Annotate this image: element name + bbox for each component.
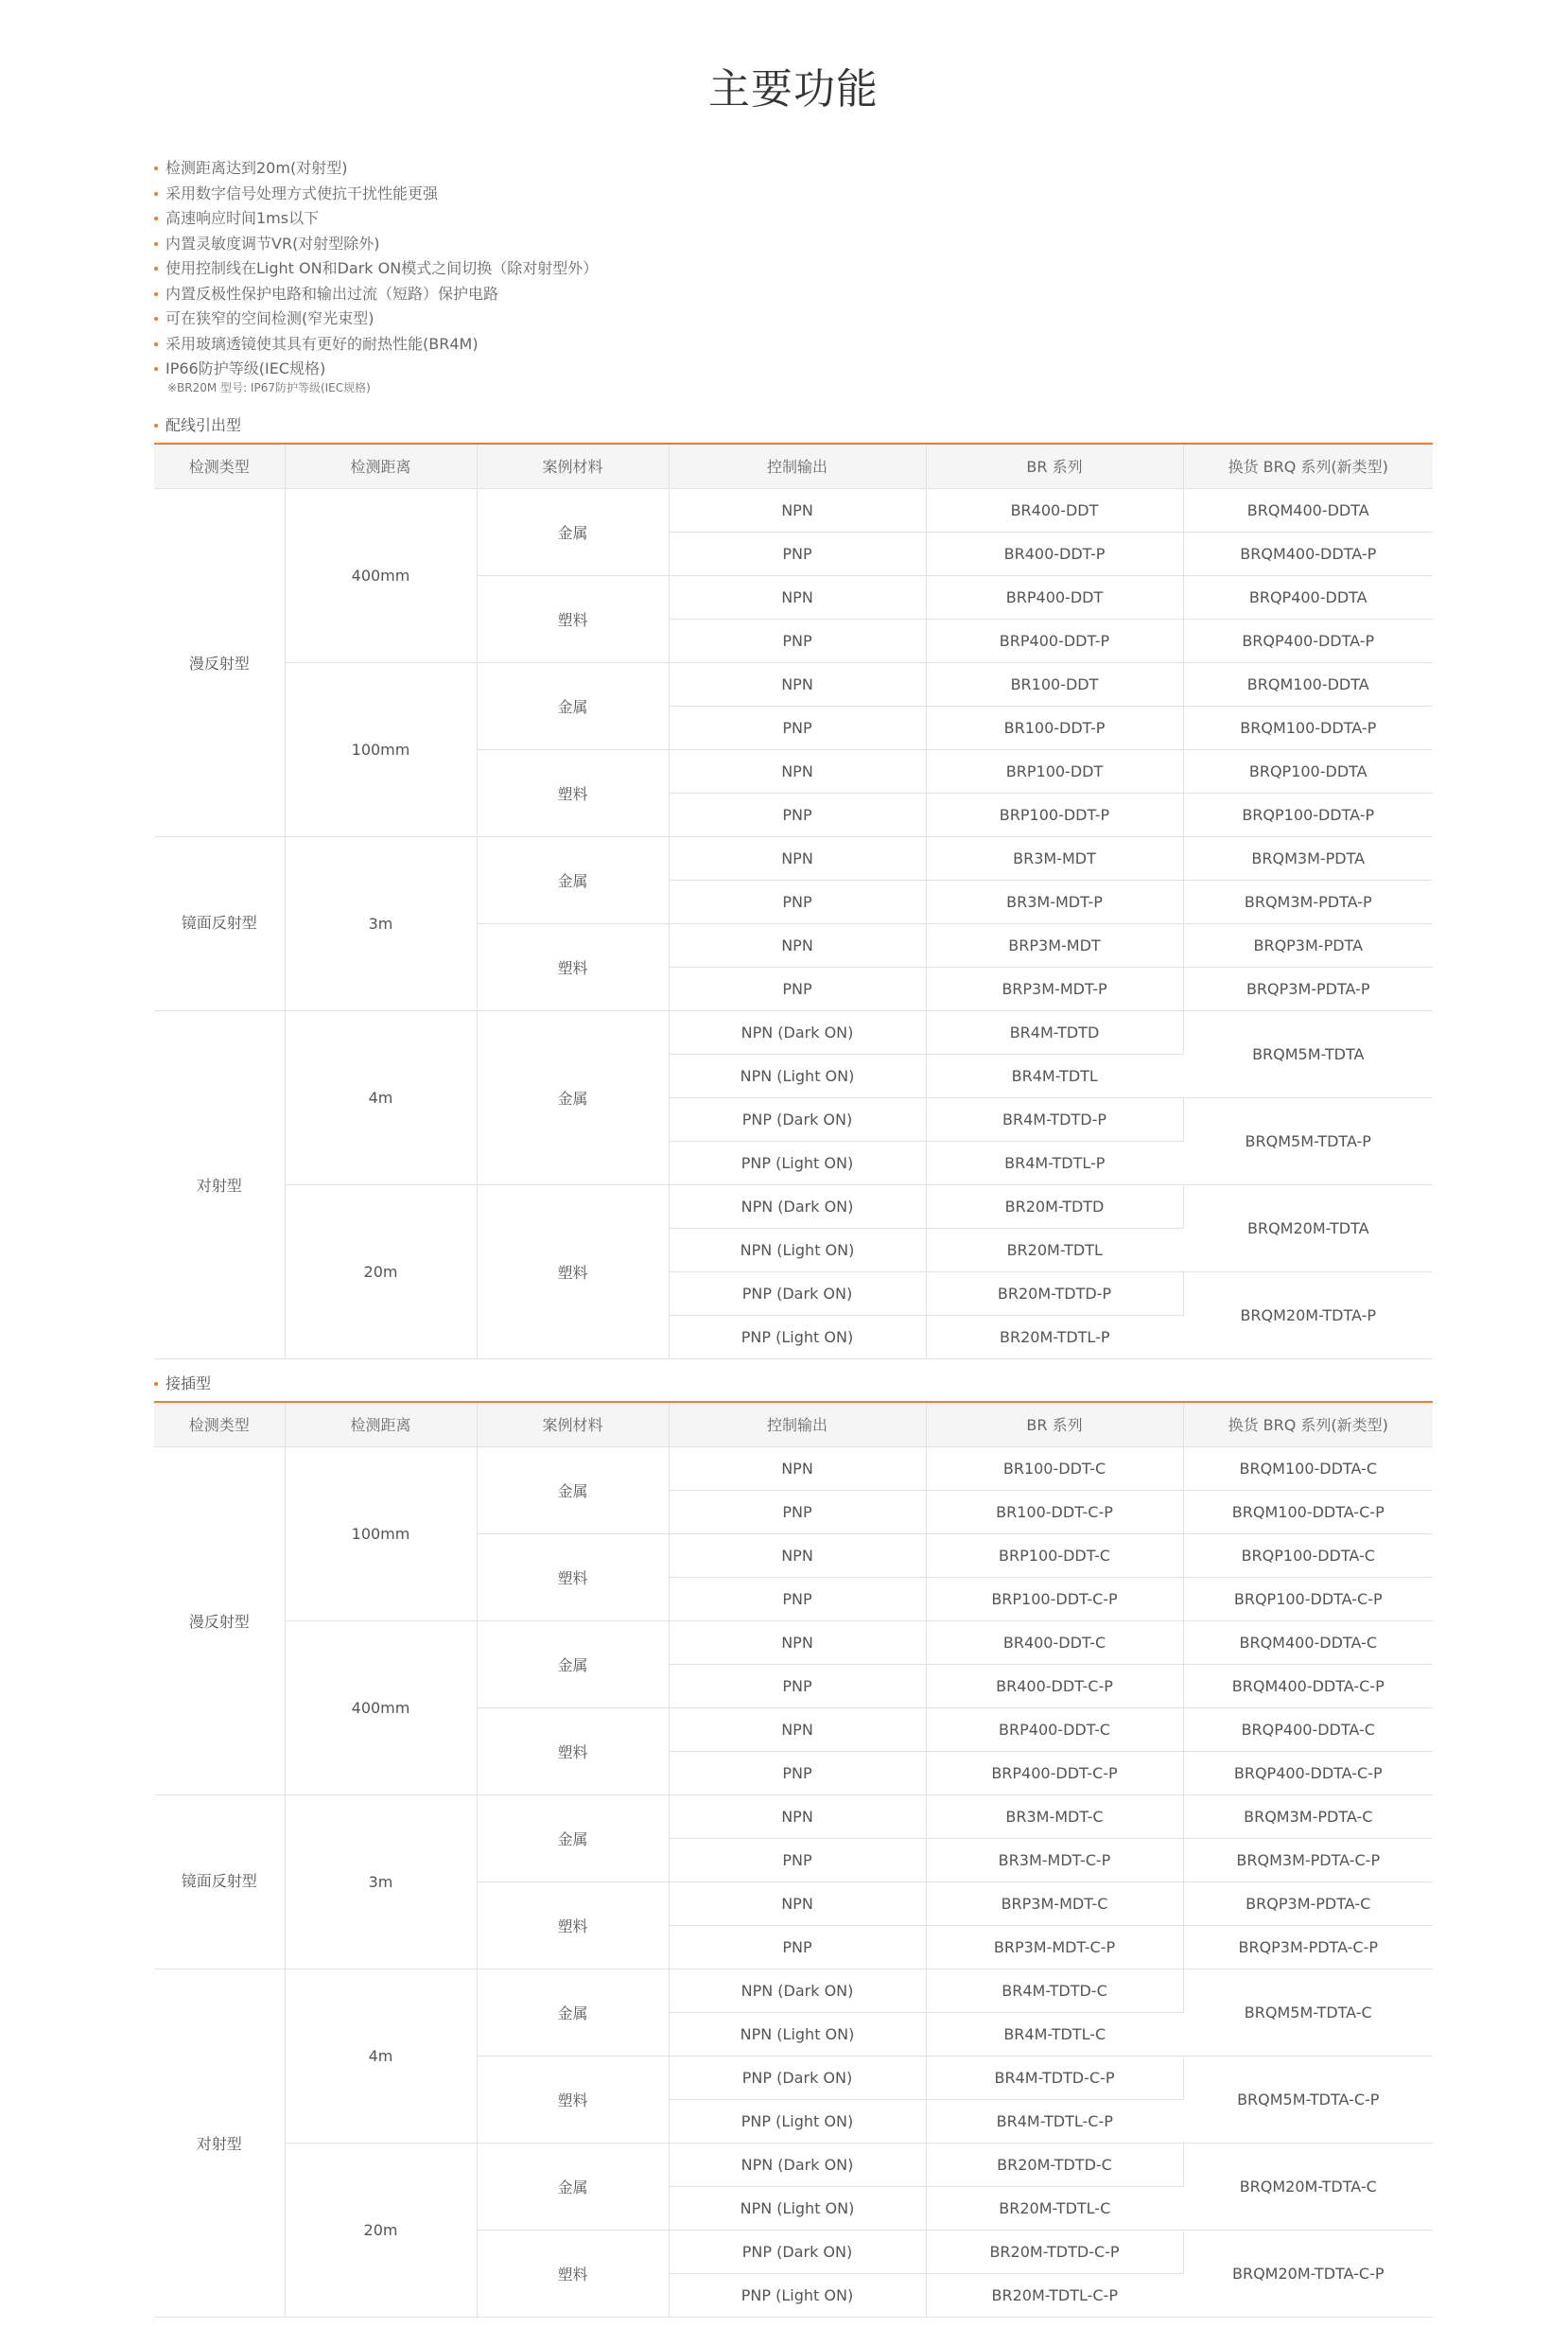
feature-text: 内置灵敏度调节VR(对射型除外): [166, 234, 380, 253]
table-cell: BR20M-TDTL: [926, 1228, 1183, 1271]
table-cell: BR20M-TDTL-P: [926, 1315, 1183, 1358]
table-cell: 镜面反射型: [154, 1794, 285, 1969]
table-cell: PNP: [669, 1577, 926, 1620]
table-cell: 塑料: [477, 2056, 669, 2143]
table-cell: BR4M-TDTL-C: [926, 2012, 1183, 2056]
table-cell: PNP: [669, 1925, 926, 1969]
feature-item: [154, 256, 1433, 282]
header-br-series: BR 系列: [926, 1402, 1183, 1447]
table-cell: BR100-DDT-C: [926, 1446, 1183, 1490]
table-cell: PNP: [669, 967, 926, 1010]
table-cell: 金属: [477, 2143, 669, 2230]
table-cell: BR400-DDT-P: [926, 532, 1183, 575]
table-cell: 塑料: [477, 575, 669, 662]
table-cell: BR20M-TDTL-C: [926, 2186, 1183, 2230]
table-cell: NPN: [669, 1533, 926, 1577]
table-cell: BRQM3M-PDTA-C-P: [1183, 1838, 1433, 1881]
table-row: [154, 2143, 1433, 2186]
table-row: [154, 1184, 1433, 1228]
table-cell: BR4M-TDTL-P: [926, 1141, 1183, 1184]
table-cell: 金属: [477, 1969, 669, 2056]
table-cell: BRQM3M-PDTA-C: [1183, 1794, 1433, 1838]
table-body: [154, 488, 1433, 1358]
table-cell: BR400-DDT-C-P: [926, 1664, 1183, 1707]
table-cell: NPN (Dark ON): [669, 2143, 926, 2186]
table-cell: NPN: [669, 1620, 926, 1664]
table-cell: 金属: [477, 836, 669, 923]
feature-item: [154, 156, 1433, 182]
table-cell: BRQM400-DDTA-C: [1183, 1620, 1433, 1664]
header-control-output: 控制输出: [669, 1402, 926, 1447]
table-cell: BRP100-DDT: [926, 749, 1183, 793]
table-cell: BR4M-TDTL-C-P: [926, 2099, 1183, 2143]
table-cell: PNP: [669, 706, 926, 749]
feature-text: 使用控制线在Light ON和Dark ON模式之间切换（除对射型外）: [166, 259, 599, 277]
feature-item: [154, 332, 1433, 358]
table-cell: 漫反射型: [154, 1446, 285, 1794]
table-row: [154, 836, 1433, 880]
table-cell: BRQP100-DDTA-C: [1183, 1533, 1433, 1577]
table-cell: 金属: [477, 1010, 669, 1184]
table-cell: BRQP3M-PDTA-P: [1183, 967, 1433, 1010]
table-cell: PNP: [669, 1664, 926, 1707]
table-cell: PNP (Dark ON): [669, 2230, 926, 2273]
table-cell: 金属: [477, 1620, 669, 1707]
header-control-output: 控制输出: [669, 444, 926, 489]
table-cell: PNP (Dark ON): [669, 1271, 926, 1315]
table-cell: 金属: [477, 1446, 669, 1533]
table-row: [154, 662, 1433, 706]
table-cell: BR3M-MDT-C: [926, 1794, 1183, 1838]
table-cell: NPN: [669, 923, 926, 967]
table-cell: BRQM5M-TDTA-P: [1183, 1097, 1433, 1184]
table-header-row: [154, 1402, 1433, 1447]
table-cell: NPN: [669, 1446, 926, 1490]
table-cell: NPN: [669, 836, 926, 880]
section-label-wired: 配线引出型: [154, 414, 1433, 437]
feature-item: [154, 206, 1433, 232]
table-cell: BRQM100-DDTA: [1183, 662, 1433, 706]
table-cell: NPN (Light ON): [669, 1228, 926, 1271]
table-cell: BRP400-DDT-P: [926, 619, 1183, 662]
header-br-series: BR 系列: [926, 444, 1183, 489]
table-cell: BRQM3M-PDTA-P: [1183, 880, 1433, 923]
table-cell: NPN: [669, 1707, 926, 1751]
feature-text: 采用玻璃透镜使其具有更好的耐热性能(BR4M): [166, 334, 479, 353]
table-cell: 20m: [285, 2143, 477, 2317]
table-cell: BRQM5M-TDTA-C-P: [1183, 2056, 1433, 2143]
table-cell: BR4M-TDTD-P: [926, 1097, 1183, 1141]
table-cell: 100mm: [285, 662, 477, 836]
table-cell: PNP: [669, 880, 926, 923]
table-cell: BR3M-MDT-P: [926, 880, 1183, 923]
table-cell: BRQM20M-TDTA-C-P: [1183, 2230, 1433, 2317]
table-cell: BR20M-TDTD: [926, 1184, 1183, 1228]
spec-table-connector: [154, 1401, 1433, 2318]
table-cell: BRP400-DDT-C: [926, 1707, 1183, 1751]
table-cell: BR4M-TDTD-C: [926, 1969, 1183, 2012]
table-cell: NPN: [669, 488, 926, 532]
table-cell: BRQM100-DDTA-C-P: [1183, 1490, 1433, 1533]
table-cell: BRQP400-DDTA-P: [1183, 619, 1433, 662]
header-case-material: 案例材料: [477, 1402, 669, 1447]
table-cell: 金属: [477, 488, 669, 575]
table-cell: BRQP100-DDTA-P: [1183, 793, 1433, 836]
table-cell: BRQP3M-PDTA: [1183, 923, 1433, 967]
table-cell: 塑料: [477, 1184, 669, 1358]
table-cell: 3m: [285, 836, 477, 1010]
spec-table-wired: [154, 443, 1433, 1359]
table-cell: BRP100-DDT-C-P: [926, 1577, 1183, 1620]
table-cell: PNP: [669, 619, 926, 662]
table-cell: 镜面反射型: [154, 836, 285, 1010]
table-cell: PNP (Dark ON): [669, 1097, 926, 1141]
table-cell: BRQM5M-TDTA-C: [1183, 1969, 1433, 2056]
table-cell: PNP (Light ON): [669, 1315, 926, 1358]
table-cell: BRP3M-MDT-C-P: [926, 1925, 1183, 1969]
table-cell: 对射型: [154, 1010, 285, 1358]
table-cell: NPN: [669, 1794, 926, 1838]
table-cell: 金属: [477, 1794, 669, 1881]
feature-text: IP66防护等级(IEC规格): [166, 359, 326, 377]
table-cell: BRP100-DDT-C: [926, 1533, 1183, 1577]
table-cell: BR3M-MDT-C-P: [926, 1838, 1183, 1881]
table-cell: BRQP400-DDTA-C: [1183, 1707, 1433, 1751]
table-cell: BRQM100-DDTA-P: [1183, 706, 1433, 749]
table-cell: 400mm: [285, 1620, 477, 1794]
table-cell: NPN: [669, 575, 926, 619]
feature-item: [154, 282, 1433, 307]
table-cell: NPN: [669, 749, 926, 793]
table-cell: 4m: [285, 1010, 477, 1184]
header-detection-type: 检测类型: [154, 1402, 285, 1447]
header-detection-distance: 检测距离: [285, 444, 477, 489]
feature-text: 检测距离达到20m(对射型): [166, 159, 348, 177]
table-cell: 塑料: [477, 1533, 669, 1620]
table-cell: PNP (Light ON): [669, 1141, 926, 1184]
header-detection-distance: 检测距离: [285, 1402, 477, 1447]
table-cell: BRQP400-DDTA-C-P: [1183, 1751, 1433, 1794]
table-cell: NPN (Dark ON): [669, 1184, 926, 1228]
feature-text: 采用数字信号处理方式使抗干扰性能更强: [166, 184, 439, 202]
table-cell: PNP: [669, 1751, 926, 1794]
table-cell: BRQP400-DDTA: [1183, 575, 1433, 619]
table-cell: 100mm: [285, 1446, 477, 1620]
table-cell: 塑料: [477, 923, 669, 1010]
feature-text: 内置反极性保护电路和输出过流（短路）保护电路: [166, 284, 499, 303]
table-cell: BRQM400-DDTA-C-P: [1183, 1664, 1433, 1707]
table-cell: BRP3M-MDT-C: [926, 1881, 1183, 1925]
table-cell: BRQP100-DDTA-C-P: [1183, 1577, 1433, 1620]
table-cell: NPN: [669, 662, 926, 706]
table-row: [154, 1794, 1433, 1838]
header-brq-series: 换货 BRQ 系列(新类型): [1183, 1402, 1433, 1447]
table-cell: PNP: [669, 1490, 926, 1533]
table-cell: BR100-DDT-P: [926, 706, 1183, 749]
table-cell: NPN (Light ON): [669, 2186, 926, 2230]
table-cell: BR20M-TDTD-C-P: [926, 2230, 1183, 2273]
table-body: [154, 1446, 1433, 2317]
table-cell: BR20M-TDTD-P: [926, 1271, 1183, 1315]
table-cell: NPN (Light ON): [669, 2012, 926, 2056]
table-cell: BRQM20M-TDTA-P: [1183, 1271, 1433, 1358]
table-cell: BRQM20M-TDTA-C: [1183, 2143, 1433, 2230]
feature-item: [154, 232, 1433, 257]
table-cell: BR20M-TDTD-C: [926, 2143, 1183, 2186]
table-cell: 20m: [285, 1184, 477, 1358]
table-cell: 塑料: [477, 2230, 669, 2317]
feature-list: [154, 156, 1433, 394]
table-cell: PNP: [669, 1838, 926, 1881]
feature-item: [154, 306, 1433, 332]
table-cell: PNP (Light ON): [669, 2273, 926, 2317]
table-cell: BR100-DDT: [926, 662, 1183, 706]
table-cell: BRQM400-DDTA-P: [1183, 532, 1433, 575]
table-cell: NPN (Light ON): [669, 1054, 926, 1097]
table-cell: BRP400-DDT-C-P: [926, 1751, 1183, 1794]
table-cell: 400mm: [285, 488, 477, 662]
table-cell: BR100-DDT-C-P: [926, 1490, 1183, 1533]
table-cell: PNP: [669, 793, 926, 836]
table-cell: BR4M-TDTD-C-P: [926, 2056, 1183, 2099]
table-cell: BR20M-TDTL-C-P: [926, 2273, 1183, 2317]
section-label-connector: 接插型: [154, 1373, 1433, 1395]
table-row: [154, 1620, 1433, 1664]
table-cell: BRQP3M-PDTA-C: [1183, 1881, 1433, 1925]
table-header-row: [154, 444, 1433, 489]
table-cell: BRQM400-DDTA: [1183, 488, 1433, 532]
table-cell: BRQP3M-PDTA-C-P: [1183, 1925, 1433, 1969]
table-cell: 对射型: [154, 1969, 285, 2317]
table-row: [154, 1010, 1433, 1054]
table-cell: BRP400-DDT: [926, 575, 1183, 619]
table-cell: BRQP100-DDTA: [1183, 749, 1433, 793]
table-cell: BRP3M-MDT-P: [926, 967, 1183, 1010]
feature-text: 高速响应时间1ms以下: [166, 209, 320, 227]
table-cell: 金属: [477, 662, 669, 749]
table-cell: BR400-DDT: [926, 488, 1183, 532]
table-row: [154, 1969, 1433, 2012]
table-cell: 4m: [285, 1969, 477, 2143]
table-cell: 塑料: [477, 1881, 669, 1969]
table-cell: NPN (Dark ON): [669, 1010, 926, 1054]
table-row: [154, 1446, 1433, 1490]
table-cell: NPN (Dark ON): [669, 1969, 926, 2012]
table-cell: 塑料: [477, 749, 669, 836]
page-title: 主要功能: [708, 65, 879, 114]
table-cell: BRQM3M-PDTA: [1183, 836, 1433, 880]
feature-text: 可在狭窄的空间检测(窄光束型): [166, 309, 375, 327]
table-cell: BR4M-TDTL: [926, 1054, 1183, 1097]
table-cell: 漫反射型: [154, 488, 285, 836]
table-cell: PNP (Light ON): [669, 2099, 926, 2143]
table-cell: NPN: [669, 1881, 926, 1925]
header-detection-type: 检测类型: [154, 444, 285, 489]
table-row: [154, 488, 1433, 532]
table-cell: 塑料: [477, 1707, 669, 1794]
header-brq-series: 换货 BRQ 系列(新类型): [1183, 444, 1433, 489]
table-cell: BRP3M-MDT: [926, 923, 1183, 967]
table-cell: BR3M-MDT: [926, 836, 1183, 880]
content-area: [154, 0, 1433, 2318]
feature-item: [154, 357, 1433, 394]
header-case-material: 案例材料: [477, 444, 669, 489]
table-cell: PNP: [669, 532, 926, 575]
table-cell: BRQM100-DDTA-C: [1183, 1446, 1433, 1490]
table-cell: BRQM5M-TDTA: [1183, 1010, 1433, 1097]
table-cell: BRP100-DDT-P: [926, 793, 1183, 836]
feature-item: [154, 182, 1433, 207]
table-cell: BR400-DDT-C: [926, 1620, 1183, 1664]
table-cell: PNP (Dark ON): [669, 2056, 926, 2099]
table-cell: 3m: [285, 1794, 477, 1969]
table-cell: BR4M-TDTD: [926, 1010, 1183, 1054]
feature-note: ※BR20M 型号: IP67防护等级(IEC规格): [167, 380, 371, 394]
table-cell: BRQM20M-TDTA: [1183, 1184, 1433, 1271]
